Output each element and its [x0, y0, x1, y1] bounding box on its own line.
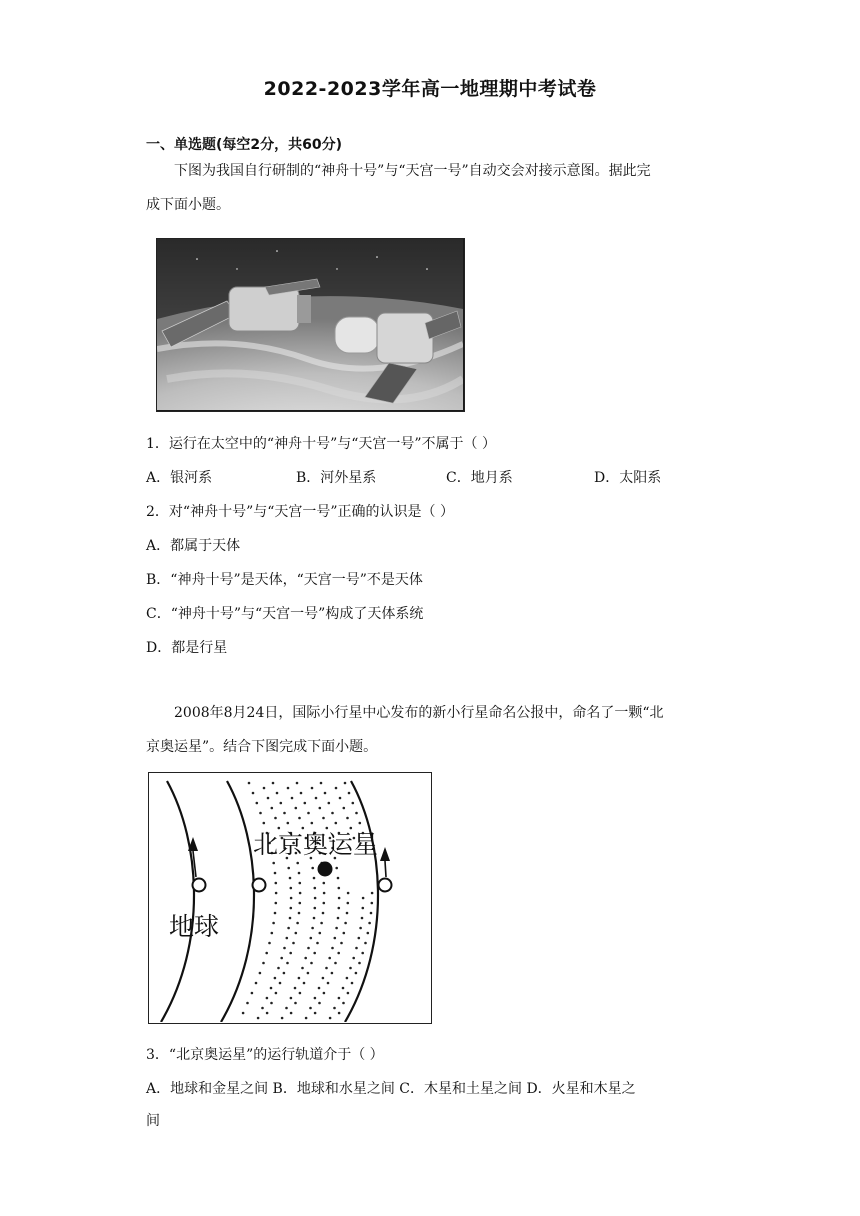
belt-dot: [277, 967, 280, 970]
belt-dot: [248, 782, 251, 785]
belt-dot: [290, 907, 293, 910]
belt-dot: [327, 982, 330, 985]
passage-2-line-2: 京奥运星”。结合下图完成下面小题。: [146, 739, 378, 755]
belt-dot: [298, 977, 301, 980]
q2-option-a[interactable]: A．都属于天体: [146, 538, 241, 554]
belt-dot: [347, 992, 350, 995]
belt-dot: [319, 932, 322, 935]
orbit-3: [345, 781, 378, 1022]
belt-dot: [337, 877, 340, 880]
question-1-options: [146, 467, 661, 487]
belt-dot: [355, 972, 358, 975]
belt-dot: [344, 782, 347, 785]
belt-dot: [246, 1002, 249, 1005]
belt-dot: [295, 807, 298, 810]
belt-dot: [315, 797, 318, 800]
belt-dot: [287, 787, 290, 790]
belt-dot: [274, 977, 277, 980]
belt-dot: [280, 802, 283, 805]
belt-dot: [289, 952, 292, 955]
belt-dot: [322, 912, 325, 915]
belt-dot: [329, 1017, 332, 1020]
belt-dot: [251, 992, 254, 995]
belt-dot: [275, 882, 278, 885]
belt-dot: [342, 1002, 345, 1005]
q1-option-d[interactable]: D．太阳系: [594, 470, 662, 486]
belt-dot: [320, 782, 323, 785]
q2-option-c[interactable]: C．“神舟十号”与“天宫一号”构成了天体系统: [146, 606, 424, 622]
belt-dot: [368, 922, 371, 925]
earth-planet: [253, 879, 266, 892]
belt-dot: [303, 982, 306, 985]
belt-dot: [338, 1012, 341, 1015]
belt-dot: [325, 967, 328, 970]
belt-dot: [274, 872, 277, 875]
belt-dot: [342, 987, 345, 990]
belt-dot: [255, 982, 258, 985]
belt-dot: [346, 977, 349, 980]
belt-dot: [275, 902, 278, 905]
belt-dot: [338, 897, 341, 900]
belt-dot: [275, 992, 278, 995]
belt-dot: [309, 1007, 312, 1010]
belt-dot: [347, 892, 350, 895]
belt-dot: [311, 787, 314, 790]
belt-dot: [290, 1012, 293, 1015]
belt-dot: [343, 807, 346, 810]
belt-dot: [314, 997, 317, 1000]
belt-dot: [286, 937, 289, 940]
belt-dot: [326, 827, 329, 830]
belt-dot: [299, 892, 302, 895]
belt-dot: [340, 942, 343, 945]
belt-dot: [358, 962, 361, 965]
arrow-3: [380, 847, 390, 861]
q1-option-a[interactable]: A．银河系: [146, 470, 213, 486]
belt-dot: [323, 902, 326, 905]
belt-dot: [370, 912, 373, 915]
belt-dot: [285, 1007, 288, 1010]
planet-1: [193, 879, 206, 892]
belt-dot: [270, 1002, 273, 1005]
belt-dot: [265, 952, 268, 955]
belt-dot: [294, 1002, 297, 1005]
belt-dot: [268, 942, 271, 945]
belt-dot: [266, 1012, 269, 1015]
belt-dot: [295, 932, 298, 935]
belt-dot: [352, 957, 355, 960]
belt-dot: [272, 922, 275, 925]
belt-dot: [257, 1017, 260, 1020]
passage-1-line-2: 成下面小题。: [146, 197, 230, 213]
belt-dot: [338, 887, 341, 890]
belt-dot: [287, 927, 290, 930]
belt-dot: [242, 1012, 245, 1015]
planet-3: [379, 879, 392, 892]
belt-dot: [252, 792, 255, 795]
belt-dot: [328, 802, 331, 805]
question-3-options-line-2: 间: [146, 1113, 160, 1129]
belt-dot: [274, 912, 277, 915]
belt-dot: [292, 942, 295, 945]
belt-dot: [350, 827, 353, 830]
belt-dot: [347, 902, 350, 905]
belt-dot: [351, 982, 354, 985]
belt-dot: [352, 802, 355, 805]
belt-dot: [320, 922, 323, 925]
belt-dot: [323, 992, 326, 995]
passage-1-line-1: 下图为我国自行研制的“神舟十号”与“天宫一号”自动交会对接示意图。据此完: [174, 163, 651, 179]
belt-dot: [324, 792, 327, 795]
belt-dot: [262, 962, 265, 965]
belt-dot: [290, 887, 293, 890]
belt-dot: [322, 977, 325, 980]
belt-dot: [263, 787, 266, 790]
belt-dot: [318, 987, 321, 990]
belt-dot: [296, 922, 299, 925]
belt-dot: [355, 812, 358, 815]
belt-dot: [300, 792, 303, 795]
belt-dot: [335, 787, 338, 790]
passage-1: [146, 154, 716, 222]
belt-dot: [348, 792, 351, 795]
belt-dot: [275, 892, 278, 895]
belt-dot: [358, 937, 361, 940]
belt-dot: [267, 797, 270, 800]
belt-dot: [359, 822, 362, 825]
belt-dot: [290, 897, 293, 900]
belt-dot: [346, 912, 349, 915]
belt-dot: [307, 972, 310, 975]
belt-dot: [270, 987, 273, 990]
belt-dot: [294, 987, 297, 990]
belt-dot: [318, 1002, 321, 1005]
belt-dot: [302, 827, 305, 830]
belt-dot: [311, 867, 314, 870]
belt-dot: [337, 952, 340, 955]
belt-dot: [337, 917, 340, 920]
belt-dot: [310, 962, 313, 965]
page-title: 2022-2023学年高一地理期中考试卷: [263, 78, 597, 100]
orbit-drawing: [149, 773, 430, 1022]
orbit-1: [161, 781, 194, 1022]
belt-dot: [289, 877, 292, 880]
belt-dot: [305, 1017, 308, 1020]
belt-dot: [331, 812, 334, 815]
belt-dot: [361, 917, 364, 920]
belt-dot: [310, 937, 313, 940]
belt-dot: [279, 982, 282, 985]
belt-dot: [331, 972, 334, 975]
belt-dot: [338, 907, 341, 910]
belt-dot: [359, 927, 362, 930]
belt-dot: [271, 807, 274, 810]
belt-dot: [331, 947, 334, 950]
belt-dot: [362, 897, 365, 900]
belt-dot: [286, 962, 289, 965]
belt-dot: [362, 907, 365, 910]
question-3-stem: 3．“北京奥运星”的运行轨道介于（ ）: [146, 1047, 384, 1063]
belt-dot: [364, 942, 367, 945]
asteroid-dot: [318, 862, 333, 877]
docking-photo: [156, 238, 465, 412]
orbit-2-earth: [221, 781, 254, 1022]
belt-dot: [323, 882, 326, 885]
section-heading: 一、单选题(每空2分，共60分): [146, 137, 343, 153]
belt-dot: [283, 972, 286, 975]
belt-dot: [289, 917, 292, 920]
belt-dot: [314, 887, 317, 890]
belt-dot: [313, 917, 316, 920]
belt-dot: [313, 877, 316, 880]
belt-dot: [287, 867, 290, 870]
belt-dot: [280, 957, 283, 960]
belt-dot: [335, 822, 338, 825]
belt-dot: [298, 872, 301, 875]
belt-dot: [339, 797, 342, 800]
asteroid-label: 北京奥运星: [253, 830, 379, 859]
belt-dot: [311, 822, 314, 825]
belt-dot: [355, 947, 358, 950]
belt-dot: [346, 817, 349, 820]
belt-dot: [314, 1012, 317, 1015]
belt-dot: [316, 942, 319, 945]
question-2-stem: 2．对“神舟十号”与“天宫一号”正确的认识是（ ）: [146, 504, 454, 520]
orbit-diagram: [148, 772, 432, 1024]
belt-dot: [261, 1007, 264, 1010]
question-3-options-line-1[interactable]: A．地球和金星之间 B．地球和水星之间 C．木星和土星之间 D．火星和木星之: [146, 1081, 636, 1097]
belt-dot: [298, 817, 301, 820]
belt-dot: [314, 907, 317, 910]
belt-dot: [304, 802, 307, 805]
docking-illustration: [157, 239, 463, 410]
belt-dot: [335, 927, 338, 930]
belt-dot: [361, 952, 364, 955]
belt-dot: [272, 782, 275, 785]
belt-dot: [349, 967, 352, 970]
belt-dot: [322, 817, 325, 820]
belt-dot: [333, 1007, 336, 1010]
belt-dot: [319, 807, 322, 810]
q2-option-d[interactable]: D．都是行星: [146, 640, 228, 656]
belt-dot: [367, 932, 370, 935]
q1-option-b[interactable]: B．河外星系: [296, 470, 377, 486]
belt-dot: [314, 897, 317, 900]
belt-dot: [344, 922, 347, 925]
belt-dot: [256, 802, 259, 805]
passage-2-line-1: 2008年8月24日，国际小行星中心发布的新小行星命名公报中，命名了一颗“北: [174, 705, 664, 721]
q1-option-c[interactable]: C．地月系: [446, 470, 513, 486]
belt-dot: [263, 822, 266, 825]
belt-dot: [291, 797, 294, 800]
belt-dot: [296, 862, 299, 865]
belt-dot: [259, 812, 262, 815]
earth-label: 地球: [169, 912, 220, 941]
belt-dot: [334, 962, 337, 965]
belt-dot: [313, 952, 316, 955]
belt-dot: [287, 822, 290, 825]
belt-dot: [274, 817, 277, 820]
question-1-stem: 1．运行在太空中的“神舟十号”与“天宫一号”不属于（ ）: [146, 436, 496, 452]
belt-dot: [371, 902, 374, 905]
belt-dot: [299, 992, 302, 995]
belt-dot: [276, 792, 279, 795]
belt-dot: [283, 812, 286, 815]
q2-option-b[interactable]: B．“神舟十号”是天体，“天宫一号”不是天体: [146, 572, 423, 588]
belt-dot: [271, 932, 274, 935]
belt-dot: [298, 912, 301, 915]
belt-dot: [304, 957, 307, 960]
belt-dot: [301, 967, 304, 970]
belt-dot: [266, 997, 269, 1000]
belt-dot: [307, 812, 310, 815]
passage-2: [146, 696, 716, 764]
belt-dot: [290, 997, 293, 1000]
belt-dot: [281, 1017, 284, 1020]
belt-dot: [334, 937, 337, 940]
belt-dot: [338, 997, 341, 1000]
belt-dot: [259, 972, 262, 975]
belt-dot: [272, 862, 275, 865]
belt-dot: [299, 882, 302, 885]
belt-dot: [299, 902, 302, 905]
belt-dot: [296, 782, 299, 785]
belt-dot: [311, 927, 314, 930]
belt-dot: [343, 932, 346, 935]
belt-dot: [335, 867, 338, 870]
belt-dot: [328, 957, 331, 960]
belt-dot: [307, 947, 310, 950]
belt-dot: [278, 827, 281, 830]
belt-dot: [323, 892, 326, 895]
belt-dot: [371, 892, 374, 895]
belt-dot: [283, 947, 286, 950]
